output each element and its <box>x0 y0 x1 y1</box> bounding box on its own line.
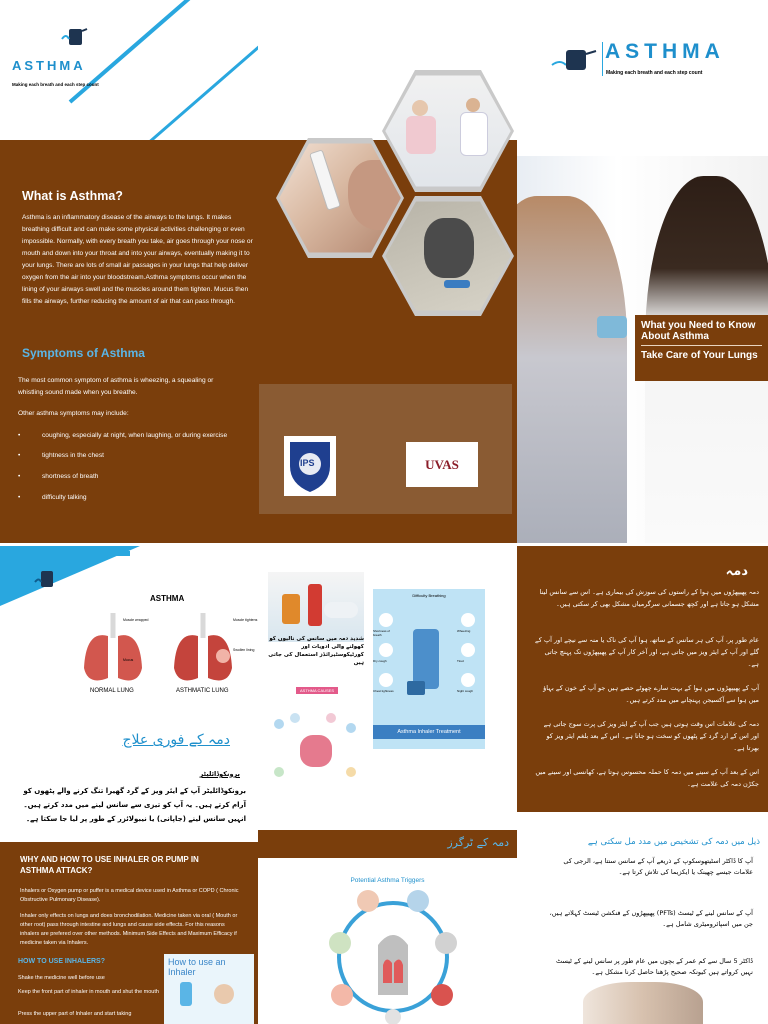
inhaler-heading: WHY AND HOW TO USE INHALER OR PUMP IN ASTHMA ATTACK? <box>20 855 199 875</box>
top-right-header <box>517 0 768 156</box>
symptoms-other: Other asthma symptoms may include: <box>18 410 129 417</box>
lungs-logo-icon <box>550 45 602 75</box>
doctor-patient-photo <box>384 72 512 190</box>
nebulizer-mask <box>597 316 627 338</box>
ips-logo: IPS <box>284 436 336 496</box>
lungs-logo-icon <box>34 568 58 592</box>
partner-logos-box <box>259 384 512 514</box>
symptom-item: • shortness of breath <box>18 473 99 480</box>
urdu-paragraph: عام طور پر، آپ کی ہر سانس کے ساتھ، ہوا آپ کی ناک یا منہ سے نیچے اور آپ کے گلے اور آپ کے ایئر ویز میں جاتی ہے، اور آخر کار آپ کے پھیپھڑوں تک پہنچ جاتی ہے۔ <box>534 636 759 668</box>
diagnosis-item: آپ کا ڈاکٹر اسٹیتھوسکوپ کے ذریعے آپ کے سانس سنتا ہے، الرجی کی علامات جیسے چھینک یا ایکزیما کی تلاش کرتا ہے۔ <box>563 857 753 876</box>
urdu-asthma-panel <box>517 546 768 812</box>
diagnosis-item: ڈاکٹر 5 سال سے کم عمر کے بچوں میں عام طور پر سانس لینے کے ٹیسٹ نہیں کرواتے ہیں کیونکہ صحیح پڑھنا حاصل کرنا مشکل ہے۔ <box>555 957 753 976</box>
inhaler-p2: Inhaler only effects on lungs and does bronchodilation. Medicine taken via oral ( Mouth or other root) pass through intestine and lungs and cause side effects. For this reasons inhalers are prefered over other methods. Minimum Side Effects and Maximum Efficacy if medicine taken via Inhalers. <box>20 913 238 946</box>
howto-step: Shake the medicine well before use <box>18 975 105 981</box>
howto-image: How to use an Inhaler <box>164 954 254 1024</box>
child-inhaler-photo <box>384 198 512 314</box>
diagnosis-item: آپ کے سانس لینے کے ٹیسٹ (PFTs) پھیپھڑوں کے فنکشن ٹیسٹ کہلاتے ہیں، جن میں اسپائرومیٹری شامل ہے۔ <box>549 909 753 928</box>
symptoms-heading: Symptoms of Asthma <box>22 346 145 360</box>
asthma-causes-image: ASTHMA CAUSES <box>266 683 366 803</box>
cover-banner: What you Need to Know About Asthma Take Care of Your Lungs <box>635 315 768 381</box>
bronchodilator-subheading: برونکوڈائلیٹر <box>199 770 240 778</box>
triggers-heading: دمہ کے ٹرگرز <box>447 836 509 849</box>
middle-urdu-caption: شدید دمہ میں سانس کی نالیوں کو کھولنے والی ادویات اور کورٹیکوسٹیرائڈز استعمال کی جاتی ہیں <box>268 636 364 666</box>
what-body: Asthma is an inflammatory disease of the airways to the lungs. It makes breathing difficult and can make some physical activities challenging or even impossible. Normally, with every breath you take, air goes through your nose or mouth and down into your throat and into your airways, eventually making it to your lungs. There are lots of small air passages in your lungs that help deliver oxygen from the air into your bloodstream.Asthma symptoms occur when the lining of your airways swell and the muscles around them tighten. Mucus then fills the airways, further reducing the amount of air that can pass through. <box>22 214 253 305</box>
inhaler-treatment-infographic: Difficulty Breathing Shortness of breath Dry cough Chest tightness Wheezing Tired Night cough Asthma Inhaler Treatment <box>373 589 485 749</box>
howto-heading: HOW TO USE INHALERS? <box>18 958 105 965</box>
decor-stripe <box>0 551 130 556</box>
diagnosis-heading: ذیل میں دمہ کی تشخیص میں مدد مل سکتی ہے <box>587 837 760 847</box>
triggers-title: Potential Asthma Triggers <box>350 877 425 884</box>
top-left-panel <box>0 0 258 140</box>
asthmatic-lung-label: ASTHMATIC LUNG <box>176 688 229 694</box>
diagnosis-panel <box>517 812 768 1024</box>
triggers-banner <box>258 830 517 858</box>
normal-lung-label: NORMAL LUNG <box>90 688 134 694</box>
urdu-paragraph: دمہ پھیپھڑوں میں ہوا کے راستوں کی سوزش کی بیماری ہے۔ اس سے سانس لینا مشکل ہو جاتا ہے اور کچھ جسمانی سرگرمیاں مشکل بھی کر سکتی ہیں۔ <box>539 588 759 608</box>
brand-tagline: Making each breath and each step count <box>606 70 703 76</box>
brand-name: ASTHMA <box>12 58 86 73</box>
logo-divider <box>602 42 603 76</box>
howto-step: Press the upper part of Inhaler and start taking <box>18 1011 132 1017</box>
symptom-item: • tightness in the chest <box>18 452 104 459</box>
urdu-paragraph: اس کے بعد آپ کے سینے میں دمہ کا حملہ محسوس ہوتا ہے، کھانسی اور سینے میں جکڑن دمہ کی علامت ہے۔ <box>535 768 759 788</box>
inhaler-photo <box>278 140 402 256</box>
symptom-item: • difficulty talking <box>18 494 87 501</box>
inhaler-p1: Inhalers or Oxygen pump or puffer is a medical device used in Asthma or COPD ( Chronic Obstructive Pulmonary Disease). <box>20 888 239 903</box>
bottom-left-panel <box>0 546 258 1024</box>
urdu-paragraph: آپ کے پھیپھڑوں میں ہوا کے بہت سارے چھوٹے حصے ہیں جو آپ کے خون کے بہاؤ میں ہوا سے آکسیجن پہنچانے میں مدد کرتے ہیں۔ <box>543 684 759 704</box>
urdu-heading: دمہ <box>725 564 748 579</box>
uvas-logo: UVAS <box>406 442 478 487</box>
brand-name: ASTHMA <box>605 40 725 63</box>
lung-diagram: ASTHMA Muscle wrapped Muscle tightens Swollen lining Mucus NORMAL LUNG ASTHMATIC LUNG <box>68 588 258 700</box>
triggers-diagram <box>328 885 458 1024</box>
symptom-item: • coughing, especially at night, when laughing, or during exercise <box>18 432 228 439</box>
bronchodilator-body: برونکوڈائلیٹر آپ کے ایئر ویز کے گرد گھیرا تنگ کرنے والے پٹھوں کو آرام کرتے ہیں۔ یہ آپ کو تیزی سے سانس لینے میں مدد کرتے ہیں۔ انہیں سانس لینے (جاپانی) یا نیبولائزر کے طور پر لیا جا سکتا ہے۔ <box>23 787 246 823</box>
child-figure <box>517 196 627 543</box>
what-is-asthma-panel <box>0 140 517 543</box>
symptoms-intro: The most common symptom of asthma is wheezing, a squealing or whistling sound made when you breathe. <box>18 377 214 396</box>
howto-step: Keep the front part of inhaler in mouth and shut the mouth <box>18 989 159 995</box>
diagnosis-photo <box>583 982 703 1024</box>
symptoms-list <box>18 430 238 504</box>
middle-column <box>258 543 517 1024</box>
quick-treatment-heading: دمہ کے فوری علاج <box>122 732 230 748</box>
what-heading: What is Asthma? <box>22 189 123 203</box>
urdu-paragraph: دمہ کی علامات اس وقت ہوتی ہیں جب آپ کے ایئر ویز کی پرت سوج جاتی ہے اور اس کے ارد گرد کے پٹھوں کو سخت ہو جاتا ہے۔ اس کے بعد بلغم ایئر ویز کو بھرتا ہے۔ <box>543 720 759 752</box>
lungs-logo-icon <box>60 25 92 49</box>
asthmatic-lung-icon <box>168 608 238 688</box>
inhaler-box <box>0 842 258 1024</box>
cover-photo-panel <box>517 156 768 543</box>
medicine-photo <box>268 572 364 642</box>
brand-tagline: Making each breath and each step count <box>12 82 99 87</box>
treatment-title: Asthma Inhaler Treatment <box>373 725 485 739</box>
